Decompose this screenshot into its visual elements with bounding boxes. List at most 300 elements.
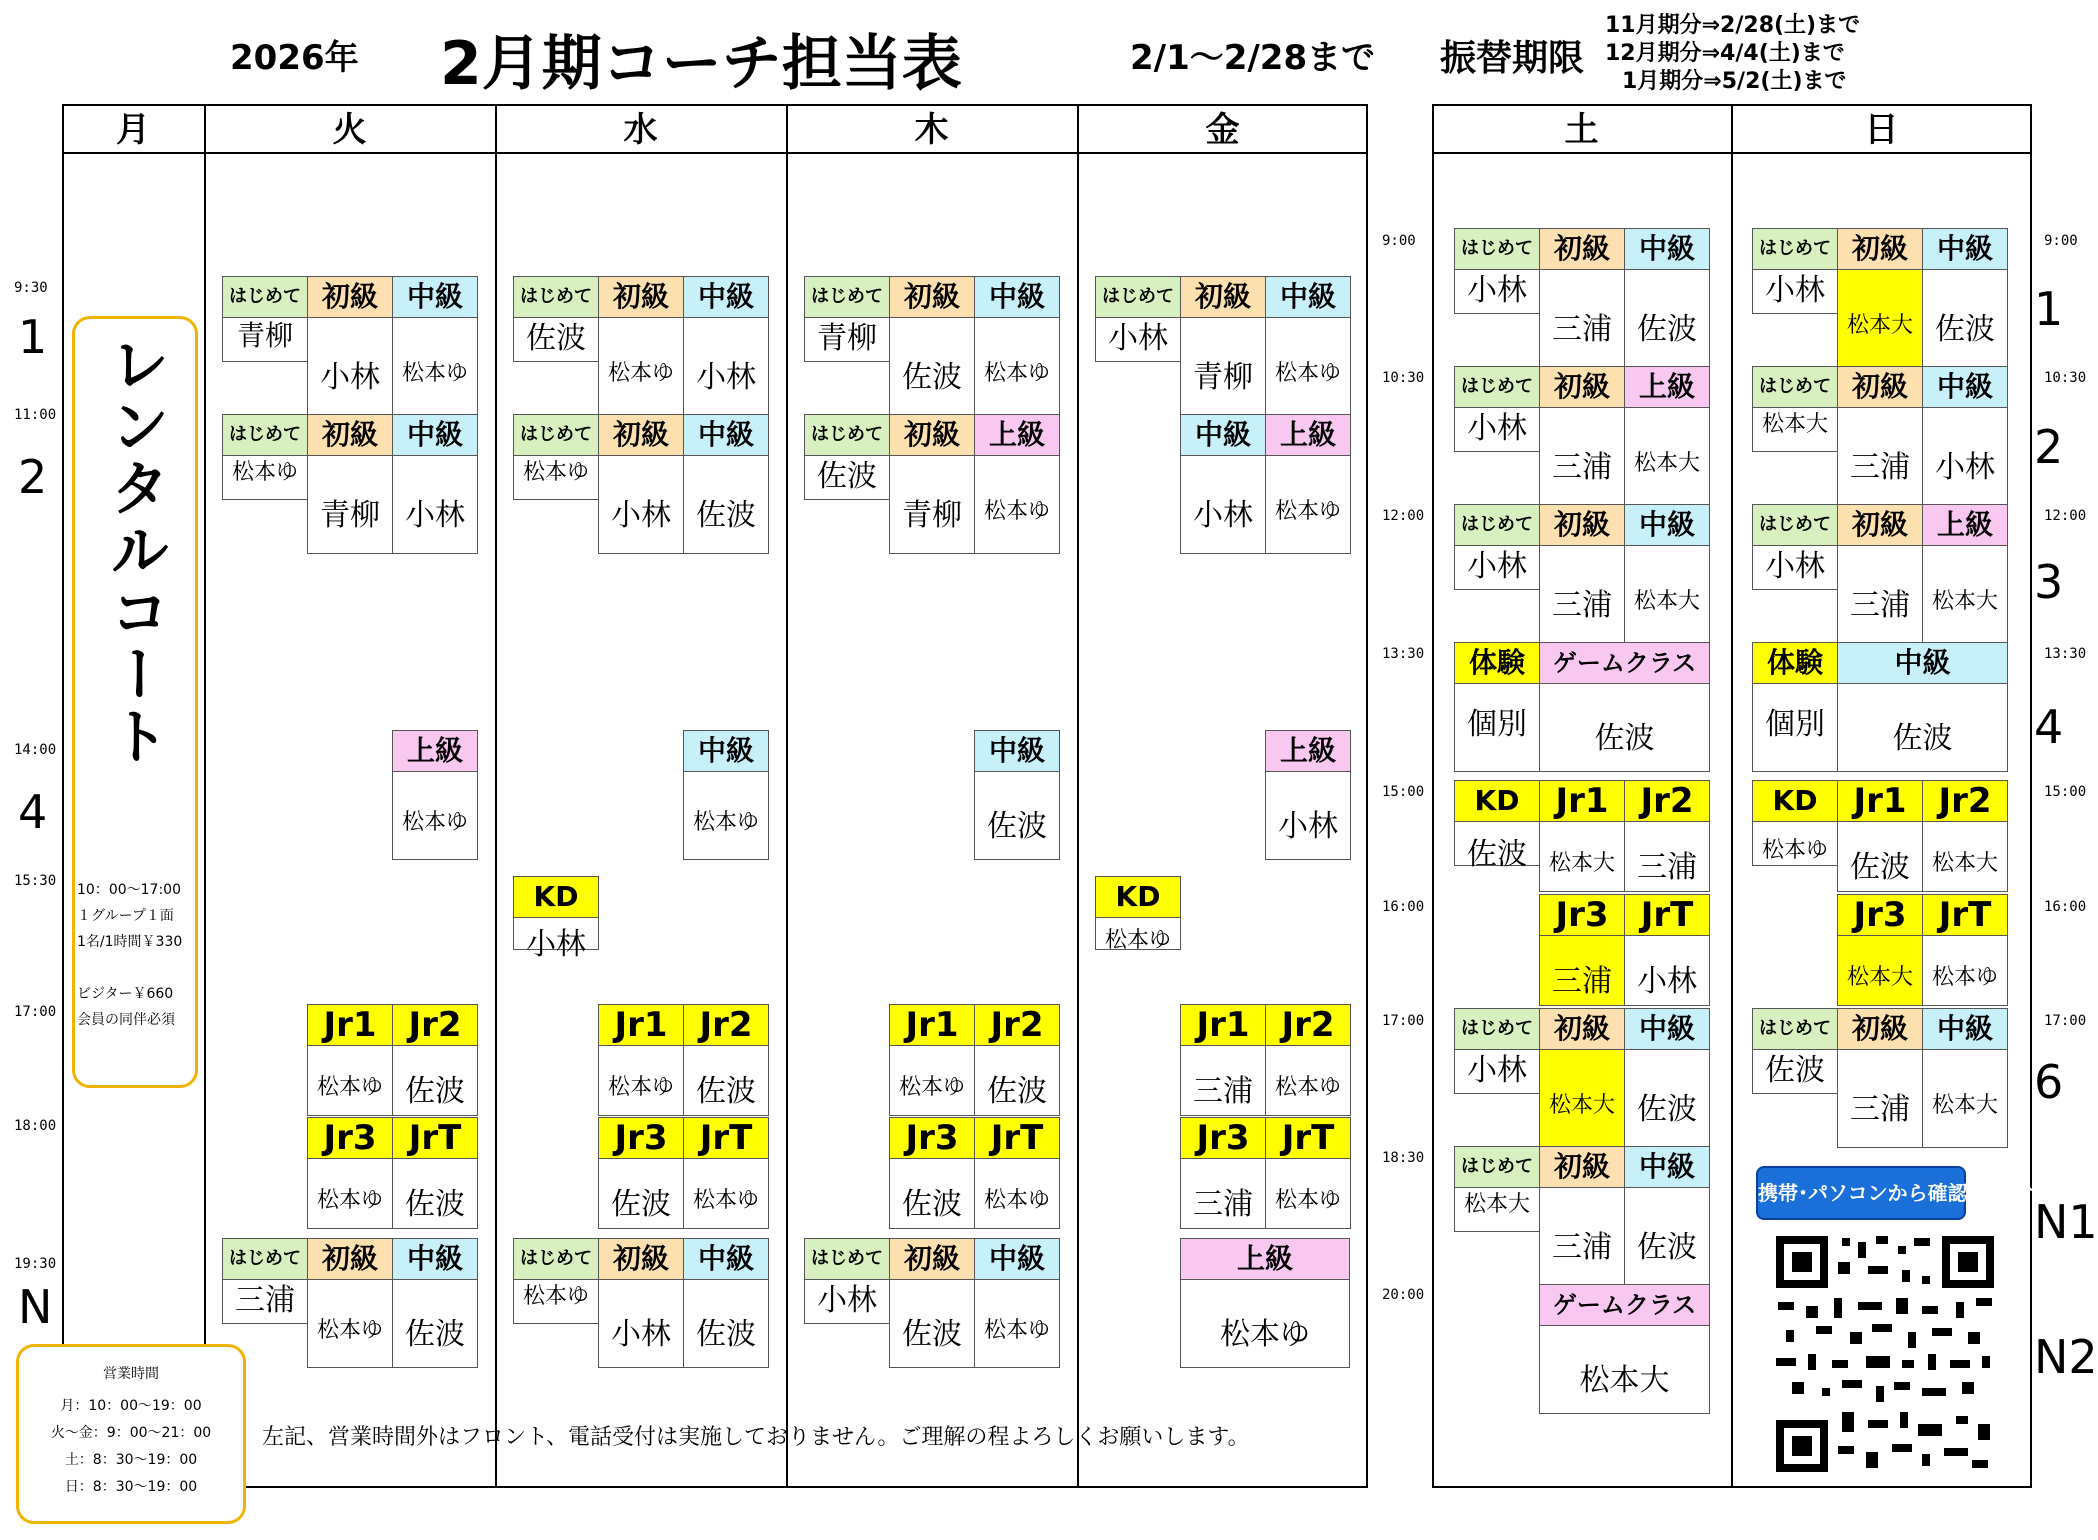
level-label: 初級 bbox=[1838, 505, 1922, 546]
schedule-cell bbox=[1837, 228, 1923, 368]
level-label: 中級 bbox=[1625, 229, 1709, 270]
level-label: 初級 bbox=[308, 415, 392, 456]
coach-name: 松本ゆ bbox=[983, 361, 1050, 386]
coach-name: 小林 bbox=[611, 498, 671, 533]
coach-name: 佐波 bbox=[1935, 312, 1995, 347]
schedule-cell bbox=[1180, 276, 1266, 416]
slot-label: 4 bbox=[18, 785, 48, 839]
time-label: 13:30 bbox=[2044, 646, 2087, 662]
level-label: 中級 bbox=[1181, 415, 1265, 456]
schedule-cell bbox=[1837, 366, 1923, 506]
coach-name: 松本ゆ bbox=[1220, 1317, 1310, 1352]
coach-name: 松本大 bbox=[1761, 412, 1828, 437]
level-label: はじめて bbox=[1455, 1147, 1539, 1188]
level-label: はじめて bbox=[805, 277, 889, 318]
level-label: 初級 bbox=[1838, 229, 1922, 270]
coach-name: 小林 bbox=[1193, 498, 1253, 533]
divider-wed-thu bbox=[786, 104, 788, 1488]
level-label: 初級 bbox=[1540, 229, 1624, 270]
day-header-thu: 木 bbox=[914, 110, 949, 150]
level-label: はじめて bbox=[514, 1239, 598, 1280]
level-label: Jr1 bbox=[308, 1005, 392, 1046]
time-label: 20:00 bbox=[1382, 1287, 1425, 1303]
schedule-cell bbox=[1752, 504, 1838, 590]
coach-name: 松本大 bbox=[1548, 1093, 1615, 1118]
time-label: 15:00 bbox=[2044, 784, 2087, 800]
level-label: はじめて bbox=[223, 277, 307, 318]
divider-sat-sun bbox=[1731, 104, 1733, 1488]
schedule-cell bbox=[598, 1117, 684, 1229]
day-header-fri: 金 bbox=[1205, 110, 1240, 150]
schedule-cell bbox=[1265, 730, 1351, 860]
coach-name: 松本ゆ bbox=[231, 460, 298, 485]
schedule-cell bbox=[974, 730, 1060, 860]
level-label: 体験 bbox=[1455, 643, 1539, 684]
coach-name: 三浦 bbox=[235, 1283, 295, 1318]
level-label: JrT bbox=[684, 1118, 768, 1159]
level-label: KD bbox=[1096, 877, 1180, 918]
schedule-cell bbox=[1539, 780, 1625, 892]
qr-code-icon[interactable] bbox=[1772, 1232, 1998, 1476]
schedule-cell bbox=[307, 276, 393, 416]
hours-line: 日：8：30～19：00 bbox=[64, 1479, 198, 1495]
business-hours-title: 営業時間 bbox=[103, 1366, 159, 1382]
day-header-wed: 水 bbox=[623, 110, 658, 150]
slot-label: N1 bbox=[2034, 1195, 2098, 1249]
rental-court-notes bbox=[77, 877, 199, 1033]
level-label: 体験 bbox=[1753, 643, 1837, 684]
schedule-cell bbox=[974, 1004, 1060, 1116]
coach-name: 佐波 bbox=[1637, 1230, 1697, 1265]
level-label: 上級 bbox=[1625, 367, 1709, 408]
level-label: 初級 bbox=[599, 415, 683, 456]
level-label: はじめて bbox=[805, 1239, 889, 1280]
level-label: 中級 bbox=[1266, 277, 1350, 318]
time-label: 15:30 bbox=[14, 873, 57, 889]
coach-name: 個別 bbox=[1765, 707, 1825, 742]
coach-name: 佐波 bbox=[1850, 850, 1910, 885]
level-label: 初級 bbox=[308, 1239, 392, 1280]
rental-line: 1名/1時間￥330 bbox=[77, 934, 183, 950]
coach-name: 佐波 bbox=[1637, 1092, 1697, 1127]
coach-name: 松本大 bbox=[1846, 965, 1913, 990]
schedule-cell bbox=[1624, 228, 1710, 368]
coach-name: 佐波 bbox=[987, 1074, 1047, 1109]
schedule-cell bbox=[513, 1238, 599, 1324]
coach-name: 三浦 bbox=[1552, 588, 1612, 623]
level-label: 上級 bbox=[1266, 731, 1350, 772]
schedule-cell bbox=[804, 414, 890, 500]
day-header-mon: 月 bbox=[116, 110, 150, 150]
slot-label: 3 bbox=[2034, 555, 2064, 609]
schedule-cell bbox=[1752, 780, 1838, 866]
level-label: はじめて bbox=[1753, 367, 1837, 408]
coach-name: 松本ゆ bbox=[692, 1188, 759, 1213]
schedule-cell bbox=[392, 1238, 478, 1368]
coach-name: 個別 bbox=[1467, 707, 1527, 742]
day-header-tue: 火 bbox=[332, 110, 367, 150]
slot-label: 1 bbox=[18, 310, 48, 364]
rental-line: 10：00～17:00 bbox=[77, 882, 181, 898]
level-label: Jr3 bbox=[1838, 895, 1922, 936]
level-label: KD bbox=[1455, 781, 1539, 822]
schedule-cell bbox=[1624, 894, 1710, 1006]
schedule-cell bbox=[307, 1117, 393, 1229]
time-label: 12:00 bbox=[2044, 508, 2087, 524]
coach-name: 佐波 bbox=[817, 459, 877, 494]
level-label: 初級 bbox=[1540, 1009, 1624, 1050]
coach-name: 松本ゆ bbox=[898, 1075, 965, 1100]
coach-name: 小林 bbox=[1278, 809, 1338, 844]
coach-name: 青柳 bbox=[320, 498, 380, 533]
coach-name: 小林 bbox=[1765, 549, 1825, 584]
level-label: 中級 bbox=[1625, 1147, 1709, 1188]
schedule-cell bbox=[974, 1117, 1060, 1229]
level-label: はじめて bbox=[1753, 1009, 1837, 1050]
schedule-cell bbox=[1752, 642, 1838, 772]
slot-label: 2 bbox=[18, 450, 48, 504]
level-label: 初級 bbox=[1540, 1147, 1624, 1188]
schedule-cell bbox=[1624, 1146, 1710, 1286]
time-label: 17:00 bbox=[2044, 1013, 2087, 1029]
qr-label[interactable]: 携帯･パソコンから確認できます！ bbox=[1756, 1166, 1966, 1220]
schedule-cell bbox=[1539, 1284, 1710, 1414]
schedule-cell bbox=[598, 1238, 684, 1368]
schedule-cell bbox=[598, 1004, 684, 1116]
business-hours-box bbox=[16, 1344, 246, 1524]
time-label: 10:30 bbox=[2044, 370, 2087, 386]
time-label: 16:00 bbox=[1382, 899, 1425, 915]
coach-name: 佐波 bbox=[526, 321, 586, 356]
level-label: はじめて bbox=[514, 277, 598, 318]
coach-name: 佐波 bbox=[1594, 721, 1655, 756]
schedule-cell bbox=[1922, 1008, 2008, 1148]
coach-name: 松本ゆ bbox=[522, 460, 589, 485]
day-header-sun: 日 bbox=[1864, 110, 1899, 150]
coach-name: 三浦 bbox=[1850, 1092, 1910, 1127]
schedule-cell bbox=[804, 1238, 890, 1324]
schedule-cell bbox=[392, 1117, 478, 1229]
coach-name: 小林 bbox=[611, 1317, 671, 1352]
schedule-cell bbox=[889, 1117, 975, 1229]
coach-name: 小林 bbox=[526, 927, 586, 962]
schedule-cell bbox=[1624, 1008, 1710, 1148]
coach-name: 松本大 bbox=[1548, 851, 1615, 876]
level-label: はじめて bbox=[1455, 505, 1539, 546]
time-label: 17:00 bbox=[1382, 1013, 1425, 1029]
level-label: はじめて bbox=[223, 1239, 307, 1280]
level-label: 上級 bbox=[1266, 415, 1350, 456]
schedule-cell bbox=[513, 414, 599, 500]
deadline-line-1: 11月期分⇒2/28(土)まで bbox=[1605, 13, 1861, 38]
coach-name: 松本ゆ bbox=[607, 361, 674, 386]
level-label: KD bbox=[514, 877, 598, 918]
schedule-cell bbox=[683, 414, 769, 554]
schedule-cell bbox=[222, 1238, 308, 1324]
coach-name: 青柳 bbox=[902, 498, 962, 533]
schedule-cell bbox=[1180, 1238, 1350, 1368]
coach-name: 小林 bbox=[1467, 411, 1527, 446]
schedule-cell bbox=[1454, 780, 1540, 872]
level-label: 初級 bbox=[1181, 277, 1265, 318]
level-label: 初級 bbox=[1838, 1009, 1922, 1050]
coach-name: 三浦 bbox=[1552, 312, 1612, 347]
coach-name: 松本ゆ bbox=[692, 810, 759, 835]
level-label: Jr2 bbox=[975, 1005, 1059, 1046]
level-label: Jr1 bbox=[599, 1005, 683, 1046]
rental-court-title: レンタルコート bbox=[100, 333, 170, 767]
coach-name: 松本ゆ bbox=[401, 810, 468, 835]
time-label: 9:00 bbox=[2044, 233, 2078, 249]
coach-name: 佐波 bbox=[611, 1187, 671, 1222]
schedule-cell bbox=[1454, 366, 1540, 452]
schedule-cell bbox=[974, 276, 1060, 416]
slot-label: 4 bbox=[2034, 700, 2064, 754]
time-label: 11:00 bbox=[14, 407, 57, 423]
schedule-cell bbox=[222, 276, 308, 362]
schedule-cell bbox=[683, 276, 769, 416]
schedule-cell bbox=[1454, 228, 1540, 314]
schedule-cell bbox=[804, 276, 890, 362]
schedule-cell bbox=[1539, 228, 1625, 368]
schedule-cell bbox=[307, 1004, 393, 1116]
coach-name: 青柳 bbox=[1193, 360, 1253, 395]
level-label: はじめて bbox=[1753, 505, 1837, 546]
schedule-cell bbox=[683, 730, 769, 860]
coach-name: 小林 bbox=[320, 360, 380, 395]
level-label: Jr3 bbox=[599, 1118, 683, 1159]
rental-line: ビジター￥660 bbox=[77, 986, 174, 1002]
schedule-cell bbox=[392, 1004, 478, 1116]
level-label: JrT bbox=[393, 1118, 477, 1159]
time-label: 9:00 bbox=[1382, 233, 1416, 249]
coach-name: 佐波 bbox=[902, 1317, 962, 1352]
coach-name: 青柳 bbox=[236, 319, 293, 352]
coach-name: 三浦 bbox=[1193, 1187, 1253, 1222]
level-label: 中級 bbox=[684, 277, 768, 318]
time-label: 10:30 bbox=[1382, 370, 1425, 386]
coach-name: 小林 bbox=[1765, 273, 1825, 308]
level-label: Jr2 bbox=[393, 1005, 477, 1046]
schedule-cell bbox=[1539, 366, 1625, 506]
coach-name: 小林 bbox=[1108, 321, 1168, 356]
coach-name: 小林 bbox=[1935, 450, 1995, 485]
schedule-cell bbox=[1454, 642, 1540, 772]
coach-name: 佐波 bbox=[696, 498, 756, 533]
schedule-cell bbox=[683, 1004, 769, 1116]
schedule-cell bbox=[1539, 894, 1625, 1006]
coach-name: 佐波 bbox=[405, 1074, 465, 1109]
level-label: 初級 bbox=[890, 415, 974, 456]
coach-name: 松本ゆ bbox=[316, 1188, 383, 1213]
level-label: はじめて bbox=[1455, 229, 1539, 270]
divider-mon-tue bbox=[204, 104, 206, 1488]
schedule-cell bbox=[1922, 366, 2008, 506]
schedule-cell bbox=[1539, 1146, 1625, 1286]
year-label: 2026年 bbox=[230, 38, 359, 78]
level-label: 中級 bbox=[393, 1239, 477, 1280]
schedule-cell bbox=[1922, 504, 2008, 644]
level-label: ゲームクラス bbox=[1540, 1285, 1709, 1326]
schedule-cell bbox=[1454, 504, 1540, 590]
schedule-cell bbox=[889, 276, 975, 416]
level-label: 中級 bbox=[975, 731, 1059, 772]
level-label: 上級 bbox=[1181, 1239, 1349, 1280]
level-label: 中級 bbox=[684, 1239, 768, 1280]
level-label: 中級 bbox=[1923, 1009, 2007, 1050]
coach-name: 松本ゆ bbox=[1274, 1075, 1341, 1100]
coach-name: 佐波 bbox=[1892, 721, 1953, 756]
coach-name: 松本大 bbox=[1463, 1192, 1530, 1217]
time-label: 14:00 bbox=[14, 742, 57, 758]
deadline-line-2: 12月期分⇒4/4(土)まで bbox=[1605, 41, 1845, 66]
coach-name: 佐波 bbox=[405, 1317, 465, 1352]
coach-name: 松本大 bbox=[1633, 451, 1700, 476]
level-label: 初級 bbox=[308, 277, 392, 318]
schedule-cell bbox=[1624, 504, 1710, 644]
hours-line: 土：8：30～19：00 bbox=[64, 1452, 198, 1468]
level-label: はじめて bbox=[1753, 229, 1837, 270]
coach-name: 松本ゆ bbox=[1931, 965, 1998, 990]
coach-name: 佐波 bbox=[1467, 837, 1527, 872]
schedule-cell bbox=[307, 1238, 393, 1368]
schedule-cell bbox=[392, 276, 478, 416]
coach-name: 松本ゆ bbox=[316, 1075, 383, 1100]
schedule-cell bbox=[889, 1238, 975, 1368]
level-label: 中級 bbox=[1625, 505, 1709, 546]
coach-name: 佐波 bbox=[1637, 312, 1697, 347]
coach-name: 松本ゆ bbox=[983, 499, 1050, 524]
coach-name: 小林 bbox=[1467, 549, 1527, 584]
schedule-cell bbox=[1539, 504, 1625, 644]
time-label: 18:30 bbox=[1382, 1150, 1425, 1166]
schedule-cell bbox=[1752, 366, 1838, 452]
coach-name: 松本ゆ bbox=[1274, 1188, 1341, 1213]
schedule-cell bbox=[974, 414, 1060, 554]
schedule-cell bbox=[1837, 504, 1923, 644]
schedule-cell bbox=[1180, 1004, 1266, 1116]
schedule-cell bbox=[222, 414, 308, 500]
schedule-cell bbox=[598, 414, 684, 554]
page-title: 2月期コーチ担当表 bbox=[440, 29, 962, 99]
schedule-cell bbox=[1265, 1004, 1351, 1116]
schedule-cell bbox=[392, 730, 478, 860]
coach-name: 三浦 bbox=[1193, 1074, 1253, 1109]
slot-label: N2 bbox=[2034, 1330, 2098, 1384]
level-label: 初級 bbox=[890, 1239, 974, 1280]
level-label: JrT bbox=[1923, 895, 2007, 936]
coach-name: 小林 bbox=[696, 360, 756, 395]
level-label: はじめて bbox=[1455, 1009, 1539, 1050]
divider-thu-fri bbox=[1077, 104, 1079, 1488]
rental-line: 会員の同伴必須 bbox=[77, 1012, 175, 1028]
coach-name: 松本ゆ bbox=[401, 361, 468, 386]
level-label: 初級 bbox=[1838, 367, 1922, 408]
level-label: JrT bbox=[975, 1118, 1059, 1159]
coach-name: 三浦 bbox=[1637, 850, 1697, 885]
schedule-cell bbox=[392, 414, 478, 554]
schedule-cell bbox=[683, 1117, 769, 1229]
schedule-cell bbox=[889, 1004, 975, 1116]
level-label: Jr2 bbox=[1625, 781, 1709, 822]
schedule-cell bbox=[1539, 1008, 1625, 1148]
level-label: 中級 bbox=[393, 277, 477, 318]
day-header-sat: 土 bbox=[1564, 110, 1599, 150]
coach-name: 小林 bbox=[1467, 273, 1527, 308]
schedule-cell bbox=[1454, 1008, 1540, 1094]
coach-name: 松本ゆ bbox=[1274, 361, 1341, 386]
level-label: 中級 bbox=[1923, 367, 2007, 408]
level-label: Jr3 bbox=[890, 1118, 974, 1159]
coach-name: 松本大 bbox=[1579, 1363, 1670, 1398]
time-label: 12:00 bbox=[1382, 508, 1425, 524]
level-label: 初級 bbox=[599, 277, 683, 318]
schedule-cell bbox=[1837, 1008, 1923, 1148]
level-label: はじめて bbox=[1096, 277, 1180, 318]
schedule-cell bbox=[1624, 366, 1710, 506]
level-label: JrT bbox=[1266, 1118, 1350, 1159]
schedule-cell bbox=[1922, 780, 2008, 892]
slot-label: 6 bbox=[2034, 1055, 2064, 1109]
level-label: はじめて bbox=[223, 415, 307, 456]
schedule-cell bbox=[1837, 642, 2008, 772]
coach-name: 松本ゆ bbox=[1274, 499, 1341, 524]
schedule-cell bbox=[1624, 780, 1710, 892]
level-label: はじめて bbox=[1455, 367, 1539, 408]
hours-line: 火～金：9：00～21：00 bbox=[50, 1425, 212, 1441]
coach-name: 松本大 bbox=[1931, 1093, 1998, 1118]
notice-text: 左記、営業時間外はフロント、電話受付は実施しておりません。ご理解の程よろしくお願いします。 bbox=[262, 1425, 1250, 1450]
coach-name: 小林 bbox=[817, 1283, 877, 1318]
schedule-cell bbox=[1265, 276, 1351, 416]
coach-name: 小林 bbox=[1467, 1053, 1527, 1088]
level-label: 中級 bbox=[684, 731, 768, 772]
schedule-cell bbox=[1922, 228, 2008, 368]
time-label: 16:00 bbox=[2044, 899, 2087, 915]
coach-name: 松本ゆ bbox=[983, 1318, 1050, 1343]
schedule-cell bbox=[1752, 1008, 1838, 1094]
coach-name: 三浦 bbox=[1552, 1230, 1612, 1265]
level-label: 中級 bbox=[1838, 643, 2007, 684]
schedule-cell bbox=[513, 276, 599, 362]
schedule-cell bbox=[1095, 276, 1181, 362]
schedule-cell bbox=[1180, 414, 1266, 554]
coach-name: 三浦 bbox=[1850, 588, 1910, 623]
level-label: 初級 bbox=[599, 1239, 683, 1280]
level-label: 初級 bbox=[1540, 505, 1624, 546]
time-label: 17:00 bbox=[14, 1004, 57, 1020]
schedule-cell bbox=[683, 1238, 769, 1368]
level-label: はじめて bbox=[514, 415, 598, 456]
level-label: Jr2 bbox=[1923, 781, 2007, 822]
level-label: Jr1 bbox=[1181, 1005, 1265, 1046]
level-label: KD bbox=[1753, 781, 1837, 822]
level-label: ゲームクラス bbox=[1540, 643, 1709, 684]
level-label: 上級 bbox=[393, 731, 477, 772]
level-label: Jr1 bbox=[890, 1005, 974, 1046]
period-range: 2/1～2/28まで bbox=[1130, 38, 1376, 78]
schedule-cell bbox=[1837, 780, 1923, 892]
divider-tue-wed bbox=[495, 104, 497, 1488]
schedule-cell bbox=[1265, 1117, 1351, 1229]
schedule-cell bbox=[1095, 876, 1181, 953]
level-label: Jr2 bbox=[1266, 1005, 1350, 1046]
coach-name: 松本ゆ bbox=[983, 1188, 1050, 1213]
coach-name: 松本大 bbox=[1931, 851, 1998, 876]
level-label: 上級 bbox=[975, 415, 1059, 456]
coach-name: 松本ゆ bbox=[607, 1075, 674, 1100]
deadline-label: 振替期限 bbox=[1440, 38, 1585, 79]
